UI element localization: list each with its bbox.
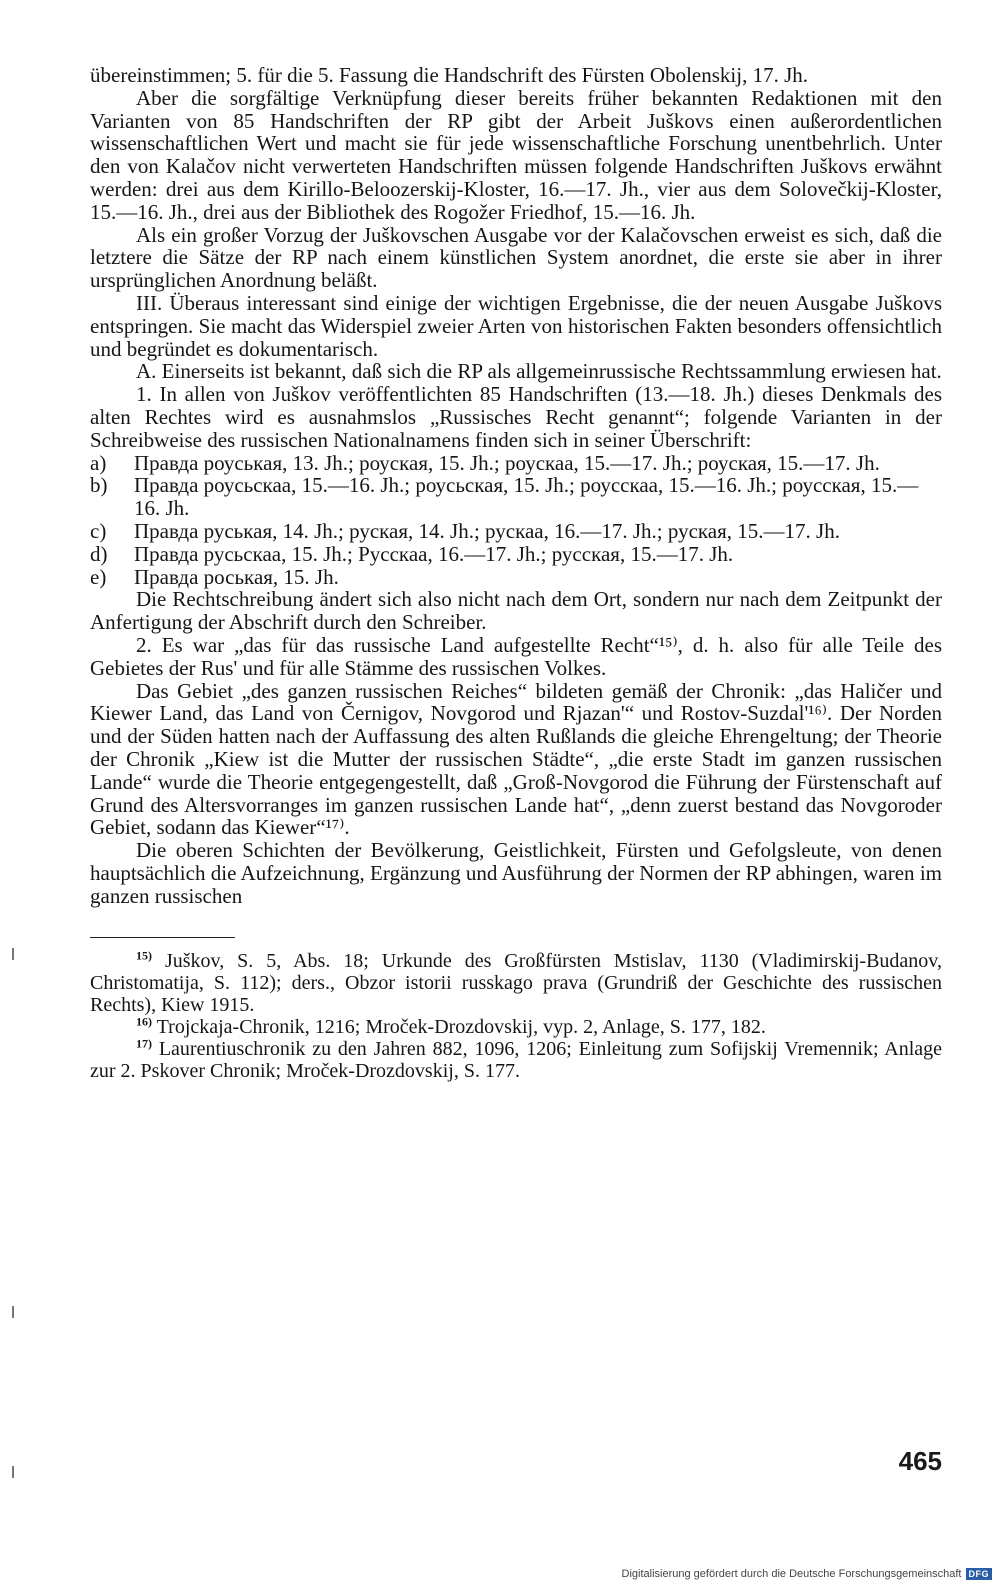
footnote xyxy=(90,950,942,1016)
page-content xyxy=(90,64,942,1082)
footnote-text: Trojckaja-Chronik, 1216; Mroček-Drozdovskij, vyp. 2, Anlage, S. 177, 182. xyxy=(156,1016,766,1039)
list-item xyxy=(90,452,942,475)
footnote-mark: 17) xyxy=(136,1036,152,1051)
paragraph: III. Überaus interessant sind einige der wichtigen Ergebnisse, die der neuen Ausgabe Juškovs entspringen. Sie macht das Widerspiel zweier Arten von historischen Fakten besonders offensichtlich und begründet es dokumentarisch. xyxy=(90,290,942,361)
footnote xyxy=(90,1016,942,1038)
footnote-mark: 15) xyxy=(136,948,152,963)
list-item-text: Правда русьскаа, 15. Jh.; Русскаа, 16.—17. Jh.; русская, 15.—17. Jh. xyxy=(134,541,734,566)
body-text xyxy=(90,64,942,907)
footnote-separator xyxy=(90,937,235,938)
margin-mark xyxy=(12,948,14,960)
paragraph: Die oberen Schichten der Bevölkerung, Geistlichkeit, Fürsten und Gefolgsleute, von denen hauptsächlich die Aufzeichnung, Ergänzung und Ausführung der Normen der RP abhingen, waren im ganzen russischen xyxy=(90,838,942,908)
list-marker: d) xyxy=(90,541,108,566)
margin-mark xyxy=(12,1466,14,1478)
page-number: 465 xyxy=(898,1446,942,1476)
list-item xyxy=(90,566,942,589)
footnotes xyxy=(90,950,942,1082)
paragraph: Das Gebiet „des ganzen russischen Reiches“ bildeten gemäß der Chronik: „das Haličer und Kiewer Land, das Land von Černigov, Novgorod und Rjazan'“ und Rostov-Suzdal'¹⁶⁾. Der Norden und der Süden hatten nach der Auffassung des alten Rußlands die gleiche Ehrengeltung; der Theorie der Chronik „Kiew ist die Mutter der russischen Städte“, „die erste Stadt im ganzen russischen Lande“ wurde die Theorie entgegengestellt, daß „Groß-Novgorod die Führung der Fürstenschaft auf Grund des Altersvorranges im ganzen russischen Lande hat“, „denn zuerst bestand das Novgoroder Gebiet, sodann das Kiewer“¹⁷⁾. xyxy=(90,678,942,840)
footnote-text: Juškov, S. 5, Abs. 18; Urkunde des Großfürsten Mstislav, 1130 (Vladimirskij-Budanov, Christomatija, S. 112); ders., Obzor istorii russkago prava (Grundriß der Geschichte des russischen Rechts), Kiew 1915. xyxy=(90,950,942,1017)
margin-mark xyxy=(12,1306,14,1318)
list-item-text: Правда роуськая, 13. Jh.; роуская, 15. Jh.; роускаа, 15.—17. Jh.; роуская, 15.—17. Jh. xyxy=(134,450,880,475)
list-item xyxy=(90,520,942,543)
paragraph: A. Einerseits ist bekannt, daß sich die RP als allgemeinrussische Rechtssammlung erwiesen hat. xyxy=(136,359,942,384)
list-item-text: Правда роськая, 15. Jh. xyxy=(134,564,339,589)
paragraph: 1. In allen von Juškov veröffentlichten 85 Handschriften (13.—18. Jh.) dieses Denkmals des alten Rechtes wird es ausnahmslos „Russisches Recht genannt“; folgende Varianten in der Schreibweise des russischen Nationalnamens finden sich in seiner Überschrift: xyxy=(90,382,942,452)
list-marker: e) xyxy=(90,564,107,589)
list-marker: a) xyxy=(90,450,107,475)
paragraph: Die Rechtschreibung ändert sich also nicht nach dem Ort, sondern nur nach dem Zeitpunkt der Anfertigung der Abschrift durch den Schreiber. xyxy=(90,587,942,635)
digitization-footer xyxy=(622,1568,992,1580)
footnote-mark: 16) xyxy=(136,1014,152,1029)
list-item xyxy=(90,474,942,520)
paragraph: Als ein großer Vorzug der Juškovschen Ausgabe vor der Kalačovschen erweist es sich, daß die letztere die Sätze der RP nach einem künstlichen System anordnet, die erste sie aber in ihrer ursprünglichen Anordnung beläßt. xyxy=(90,222,942,293)
footer-text: Digitalisierung gefördert durch die Deutsche Forschungsgemeinschaft xyxy=(621,1568,962,1580)
dfg-logo: DFG xyxy=(966,1568,993,1580)
list-marker: b) xyxy=(90,473,108,498)
list-item xyxy=(90,543,942,566)
footnote-text: Laurentiuschronik zu den Jahren 882, 1096, 1206; Einleitung zum Sofijskij Vremennik; Anlage zur 2. Pskover Chronik; Mroček-Drozdovskij, S. 177. xyxy=(90,1038,942,1083)
paragraph: 2. Es war „das für das russische Land aufgestellte Recht“¹⁵⁾, d. h. also für alle Teile des Gebietes der Rus' und für alle Stämme des russischen Volkes. xyxy=(90,632,942,680)
list-marker: c) xyxy=(90,518,107,543)
paragraph: Aber die sorgfältige Verknüpfung dieser bereits früher bekannten Redaktionen mit den Varianten von 85 Handschriften der RP gibt der Arbeit Juškovs einen außerordentlichen wissenschaftlichen Wert und macht sie für jede wissenschaftliche Forschung unentbehrlich. Unter den von Kalačov nicht verwerteten Handschriften müssen folgende Handschriften Juškovs erwähnt werden: drei aus dem Kirillo-Beloozerskij-Kloster, 16.—17. Jh., vier aus dem Solovečkij-Kloster, 15.—16. Jh., drei aus der Bibliothek des Rogožer Friedhof, 15.—16. Jh. xyxy=(90,85,942,224)
footnote xyxy=(90,1038,942,1082)
list-item-text: Правда руськая, 14. Jh.; руская, 14. Jh.; рускаа, 16.—17. Jh.; руская, 15.—17. Jh. xyxy=(134,518,840,543)
paragraph: übereinstimmen; 5. für die 5. Fassung die Handschrift des Fürsten Obolenskij, 17. Jh. xyxy=(90,63,808,87)
list-item-text: Правда роусьскаа, 15.—16. Jh.; роусьская, 15. Jh.; роусскаа, 15.—16. Jh.; роусская, 15.—16. Jh. xyxy=(134,473,919,521)
